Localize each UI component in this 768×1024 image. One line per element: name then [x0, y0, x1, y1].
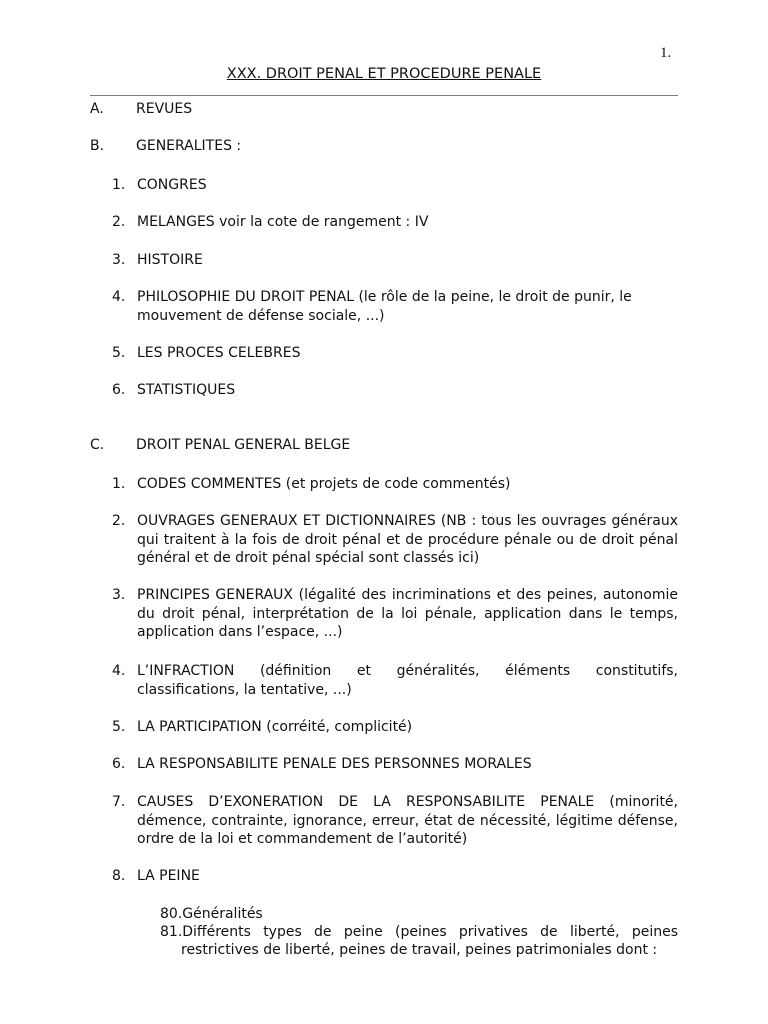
list-item — [112, 512, 678, 568]
item-number: 5. — [112, 345, 126, 361]
item-text: L’INFRACTION (définition et généralités, éléments constitutifs, classifications, la tentative, ...) — [137, 663, 678, 698]
section-letter: C. — [90, 437, 105, 453]
sub-list-item — [160, 905, 678, 923]
section-label: GENERALITES : — [136, 138, 242, 154]
list-item — [112, 475, 678, 494]
item-text: CONGRES — [137, 177, 207, 193]
item-number: 5. — [112, 719, 126, 735]
item-number: 6. — [112, 382, 126, 398]
item-number: 1. — [112, 177, 126, 193]
item-text: MELANGES voir la cote de rangement : IV — [137, 214, 429, 230]
section-label: REVUES — [136, 101, 193, 117]
section-b — [90, 138, 241, 154]
item-number: 3. — [112, 587, 126, 603]
item-text: LA PEINE — [137, 868, 200, 884]
item-number: 4. — [112, 289, 126, 305]
item-text: OUVRAGES GENERAUX ET DICTIONNAIRES (NB : tous les ouvrages généraux qui traitent à la fois de droit pénal et de procédure pénale ou de droit pénal général et de droit pénal spécial sont classés ici) — [137, 513, 678, 566]
list-item — [112, 288, 678, 325]
item-text: HISTOIRE — [137, 252, 203, 268]
list-item — [112, 344, 678, 363]
item-number: 8. — [112, 868, 126, 884]
list-item — [112, 381, 678, 400]
item-number: 7. — [112, 794, 126, 810]
item-text: CAUSES D’EXONERATION DE LA RESPONSABILITE PENALE (minorité, démence, contrainte, ignorance, erreur, état de nécessité, légitime défense, ordre de la loi et commandement de l’autorité) — [137, 794, 678, 847]
item-number: 6. — [112, 756, 126, 772]
section-label: DROIT PENAL GENERAL BELGE — [136, 437, 351, 453]
section-letter: A. — [90, 101, 104, 117]
section-c — [90, 437, 350, 453]
list-item — [112, 718, 678, 737]
sub-item-number: 81. — [160, 924, 183, 940]
item-text: PRINCIPES GENERAUX (légalité des incriminations et des peines, autonomie du droit pénal, interprétation de la loi pénale, application dans le temps, application dans l’espace, ...) — [137, 587, 678, 640]
list-item — [112, 176, 678, 195]
list-item — [112, 867, 678, 886]
section-letter: B. — [90, 138, 105, 154]
document-title: XXX. DROIT PENAL ET PROCEDURE PENALE — [226, 66, 542, 82]
item-number: 2. — [112, 214, 126, 230]
item-text: LA PARTICIPATION (corréité, complicité) — [137, 719, 413, 735]
list-item — [112, 251, 678, 270]
section-a — [90, 101, 192, 117]
list-item — [112, 213, 678, 232]
item-text: LES PROCES CELEBRES — [137, 345, 301, 361]
item-text: CODES COMMENTES (et projets de code commentés) — [137, 476, 511, 492]
item-number: 2. — [112, 513, 126, 529]
item-number: 4. — [112, 663, 126, 679]
item-number: 3. — [112, 252, 126, 268]
item-number: 1. — [112, 476, 126, 492]
sub-item-text: Généralités — [182, 906, 263, 922]
title-divider — [90, 95, 678, 96]
item-text: PHILOSOPHIE DU DROIT PENAL (le rôle de la peine, le droit de punir, le mouvement de défense sociale, ...) — [137, 289, 632, 324]
item-text: STATISTIQUES — [137, 382, 236, 398]
sub-item-text: Différents types de peine (peines privatives de liberté, peines restrictives de liberté, peines de travail, peines patrimoniales dont : — [181, 924, 678, 958]
page-number: 1. — [660, 45, 672, 61]
sub-list-item — [160, 923, 678, 959]
list-item — [112, 793, 678, 849]
item-text: LA RESPONSABILITE PENALE DES PERSONNES MORALES — [137, 756, 532, 772]
list-item — [112, 586, 678, 642]
list-item — [112, 662, 678, 699]
sub-item-number: 80. — [160, 906, 183, 922]
list-item — [112, 755, 678, 774]
